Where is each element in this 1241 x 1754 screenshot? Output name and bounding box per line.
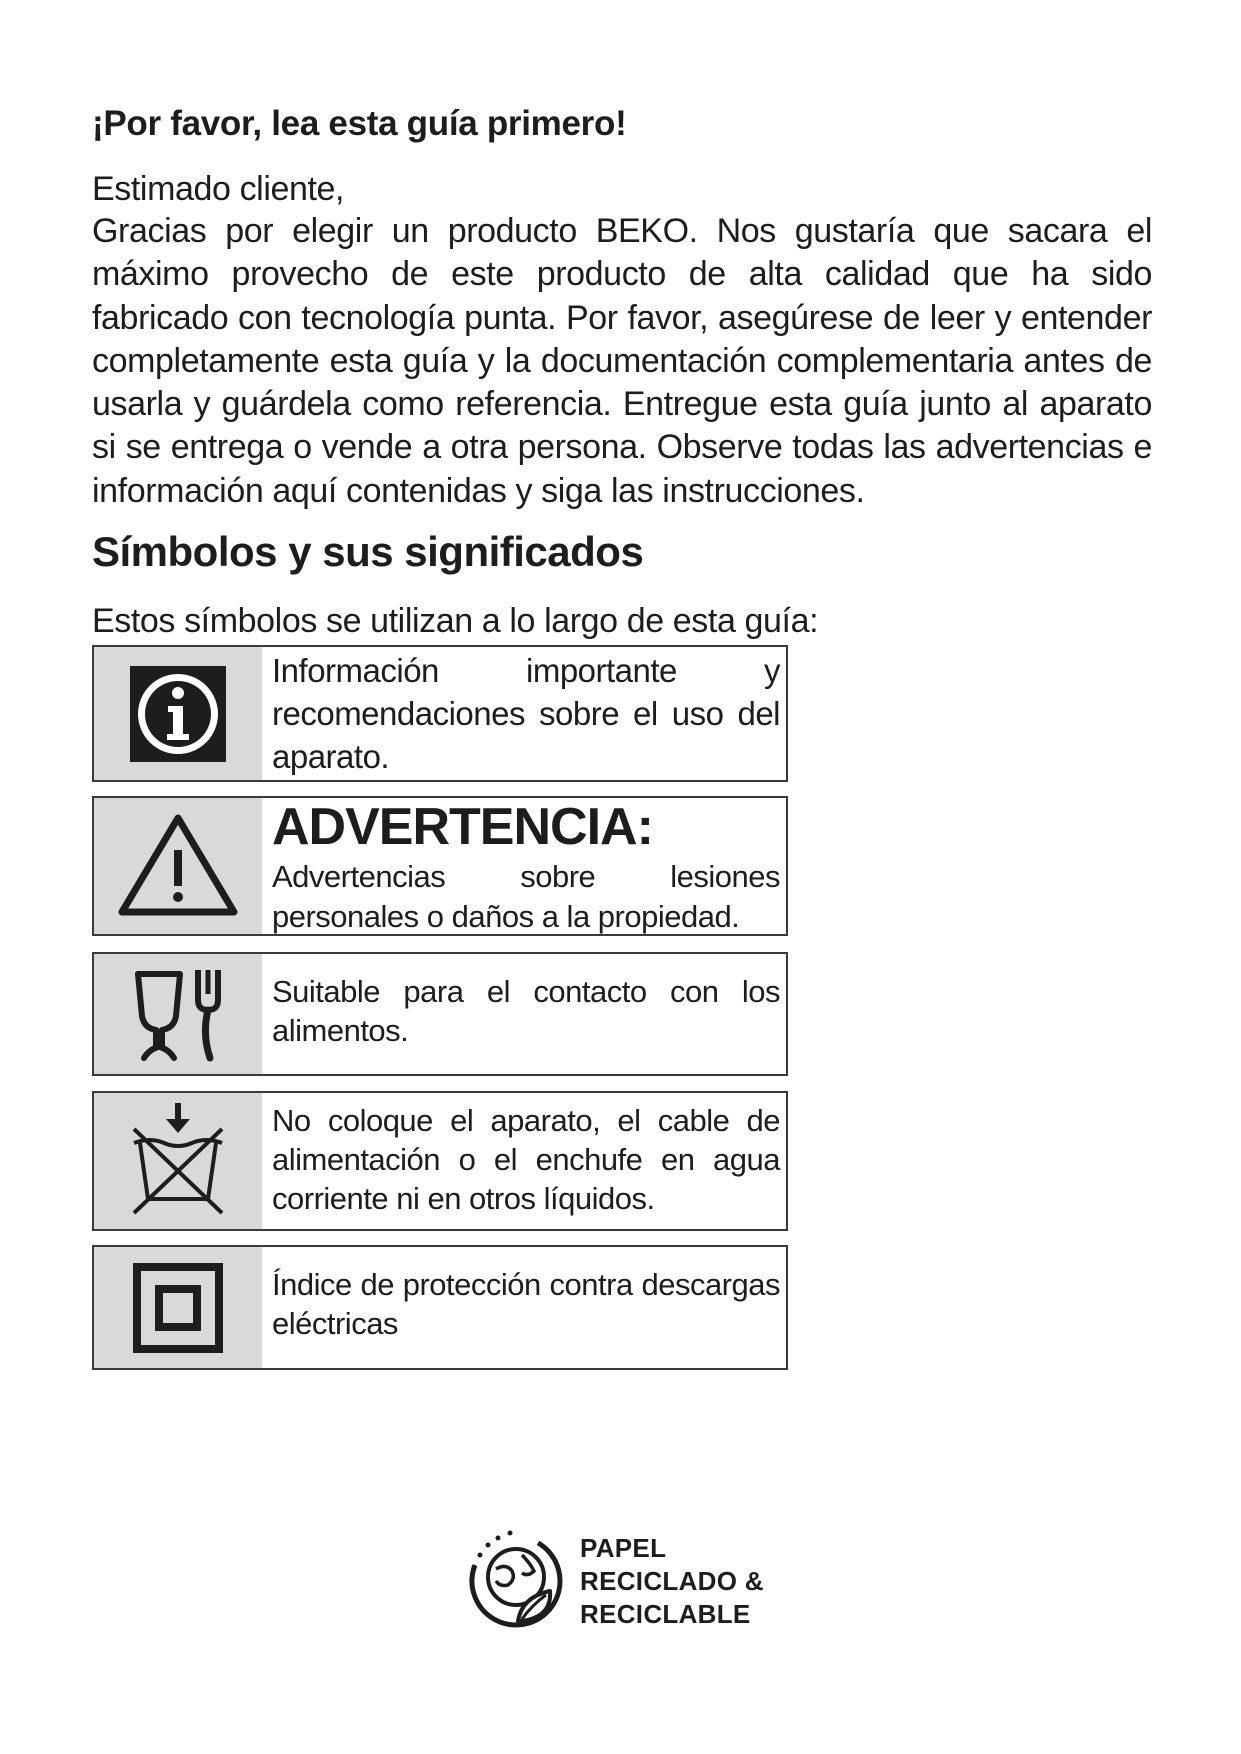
warning-description: Advertencias sobre lesiones personales o daños a la propiedad.	[272, 859, 780, 934]
symbol-water-text: No coloque el aparato, el cable de alimentación o el enchufe en agua corriente ni en otros líquidos.	[272, 1103, 780, 1216]
symbol-food-text: Suitable para el contacto con los alimentos.	[272, 974, 780, 1048]
intro-heading: ¡Por favor, lea esta guía primero!	[92, 104, 627, 143]
symbols-lead: Estos símbolos se utilizan a lo largo de esta guía:	[92, 602, 819, 640]
warning-triangle-icon	[94, 798, 262, 934]
recycled-paper-label	[580, 1532, 764, 1631]
symbol-row-insulation	[92, 1245, 788, 1370]
symbols-heading: Símbolos y sus significados	[92, 528, 644, 575]
no-water-immersion-icon	[94, 1093, 262, 1229]
info-icon	[94, 647, 262, 780]
symbol-insulation-text: Índice de protección contra descargas eléctricas	[272, 1267, 780, 1341]
recycled-paper-icon	[460, 1525, 570, 1637]
food-contact-icon	[94, 954, 262, 1074]
symbol-row-info	[92, 645, 788, 782]
symbol-info-text: Información importante y recomendaciones sobre el uso del aparato.	[272, 652, 780, 775]
symbol-row-water	[92, 1091, 788, 1231]
recycle-line-3: RECICLABLE	[580, 1598, 751, 1629]
symbol-row-food	[92, 952, 788, 1076]
symbol-row-warning	[92, 796, 788, 936]
recycled-paper-badge	[460, 1525, 764, 1637]
intro-paragraph: Gracias por elegir un producto BEKO. Nos gustaría que sacara el máximo provecho de este producto de alta calidad que ha sido fabricado con tecnología punta. Por favor, asegúrese de leer y entender completamente esta guía y la documentación complementaria antes de usarla y guárdela como referencia. Entregue esta guía junto al aparato si se entrega o vende a otra persona. Observe todas las advertencias e información aquí contenidas y siga las instrucciones.	[92, 212, 1152, 510]
warning-label: ADVERTENCIA:	[272, 798, 653, 856]
greeting: Estimado cliente,	[92, 170, 345, 208]
recycle-line-1: PAPEL	[580, 1532, 667, 1563]
recycle-line-2: RECICLADO &	[580, 1565, 764, 1596]
symbol-warning-text	[262, 798, 786, 934]
double-insulation-icon	[94, 1247, 262, 1368]
